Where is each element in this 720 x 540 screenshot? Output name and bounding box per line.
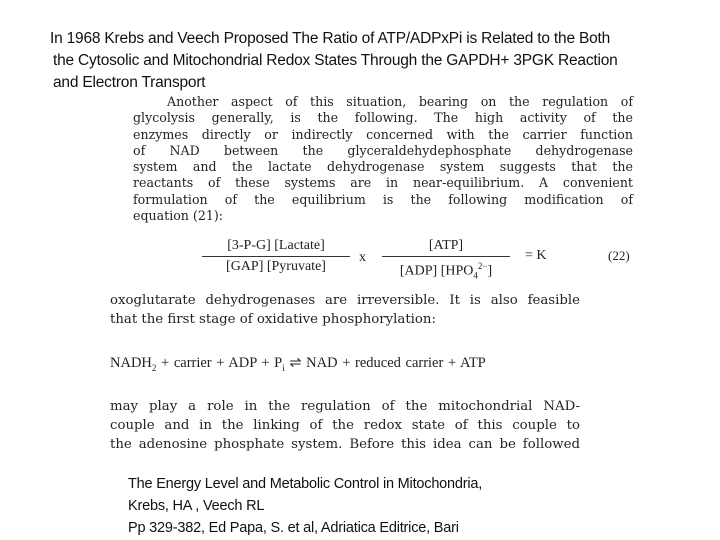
fraction-bar — [382, 256, 510, 257]
excerpt-line: that the first stage of oxidative phosphorylation: — [110, 312, 436, 327]
subscript: 4 — [473, 270, 478, 281]
equation-22 — [200, 237, 640, 279]
scanned-excerpt-nad-couple — [110, 397, 580, 454]
excerpt-line: the adenosine phosphate system. Before this idea can be followed — [110, 437, 580, 452]
fraction-phosphorylation — [382, 237, 510, 284]
reaction-text: NADH — [110, 355, 152, 371]
slide-title — [50, 28, 690, 94]
excerpt-line: may play a role in the regulation of the mitochondrial NAD- — [110, 399, 580, 414]
fraction-redox — [202, 237, 350, 275]
excerpt-line: enzymes directly or indirectly concerned with the carrier function — [133, 126, 633, 142]
citation-line-title: The Energy Level and Metabolic Control in Mitochondria, — [128, 476, 483, 492]
citation — [128, 473, 578, 539]
multiply-sign: x — [359, 250, 366, 265]
excerpt-line: Another aspect of this situation, bearing on the regulation of — [167, 94, 633, 109]
subscript: 2 — [151, 362, 157, 373]
equals-k: = K — [525, 248, 547, 263]
fraction-denominator: [GAP] [Pyruvate] — [226, 259, 326, 274]
excerpt-line: formulation of the equilibrium is the following modification of — [133, 191, 633, 207]
fraction-denominator — [382, 258, 510, 284]
citation-line-source: Pp 329-382, Ed Papa, S. et al, Adriatica Editrice, Bari — [128, 520, 459, 536]
excerpt-line: system and the lactate dehydrogenase system suggests that the — [133, 159, 633, 175]
fraction-numerator: [3-P-G] [Lactate] — [227, 238, 325, 253]
title-line-3: and Electron Transport — [53, 74, 206, 91]
scanned-excerpt-glycolysis — [133, 94, 633, 224]
excerpt-line: of NAD between the glyceraldehydephosphate dehydrogenase — [133, 142, 633, 158]
subscript: i — [282, 362, 285, 373]
oxphos-reaction — [110, 355, 582, 373]
excerpt-line: oxoglutarate dehydrogenases are irreversible. It is also feasible — [110, 293, 580, 308]
reaction-text: ⇌ NAD + reduced carrier + ATP — [284, 355, 486, 371]
excerpt-line: glycolysis generally, is the following. The high activity of the — [133, 110, 633, 126]
excerpt-line: equation (21): — [133, 208, 224, 224]
title-line-2: the Cytosolic and Mitochondrial Redox States Through the GAPDH+ 3PGK Reaction — [53, 52, 618, 69]
scanned-excerpt-oxphos — [110, 291, 580, 329]
superscript: 2− — [477, 261, 488, 271]
excerpt-line: reactants of these systems are in near-equilibrium. A convenient — [133, 175, 633, 191]
fraction-numerator: [ATP] — [428, 238, 464, 253]
citation-line-authors: Krebs, HA , Veech RL — [128, 498, 265, 514]
den-text: ] — [487, 263, 493, 279]
equation-number: (22) — [608, 248, 630, 263]
fraction-bar — [202, 256, 350, 257]
reaction-text: + carrier + ADP + P — [156, 355, 283, 371]
excerpt-line: couple and in the linking of the redox state of this couple to — [110, 418, 580, 433]
den-text: [ADP] [HPO — [399, 263, 474, 279]
title-line-1: In 1968 Krebs and Veech Proposed The Ratio of ATP/ADPxPi is Related to the Both — [50, 30, 611, 47]
